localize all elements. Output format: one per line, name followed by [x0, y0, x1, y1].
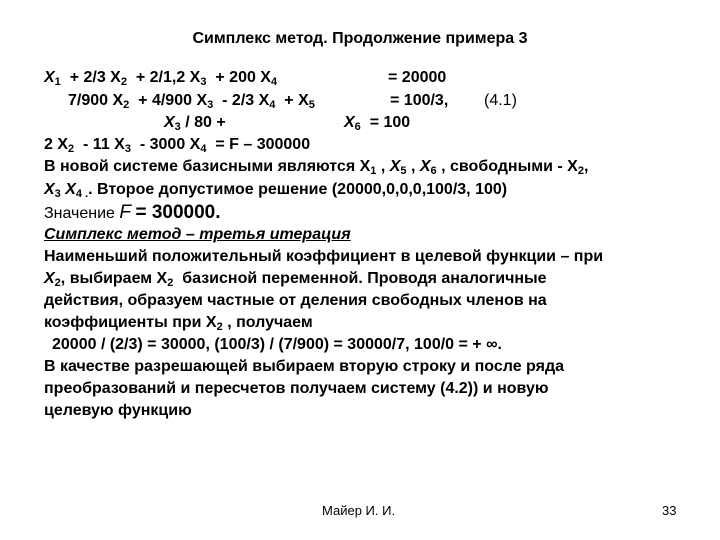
quotients-line: 20000 / (2/3) = 30000, (100/3) / (7/900) = 30000/7, 100/0 = + ∞. [52, 336, 502, 353]
footer-author: Майер И. И. [322, 503, 396, 518]
equation-2: 7/900 $X_2 + 4/900$ $X_3 - 2/3$ $X_4 + X_5$ [68, 92, 315, 111]
paragraph-line-1: Наименьший положительный коэффициент в целевой функции – при [44, 248, 604, 265]
paragraph-line-7: преобразований и пересчетов получаем систему (4.2)) и новую [44, 380, 549, 397]
equation-1: $X_1 + 2/3$ $X_2 + 2/1,2$ $X_3 + 200$ $X_4$ [44, 69, 278, 88]
paragraph-line-2: $X_2$, выбираем $X_2$ базисной переменной. Проводя аналогичные [44, 270, 547, 289]
paragraph-line-4: коэффициенты при $X_2$ , получаем [44, 314, 313, 333]
paragraph-line-8: целевую функцию [44, 402, 192, 419]
basis-text: В новой системе базисными являются $X_1$ , $X_5$ , $X_6$ , свободными - $X_2$, [44, 158, 589, 177]
equation-label: (4.1) [484, 92, 517, 109]
iteration-heading: Симплекс метод – третья итерация [44, 226, 351, 243]
f-value-text: Значение F = 300000. [44, 202, 221, 223]
objective-function: 2 $X_2 - 11$ $X_3 - 3000$ $X_4 = F - 300000$ [44, 136, 311, 155]
equation-2-rhs: = 100/3, [390, 92, 449, 109]
paragraph-line-3: действия, образуем частные от деления свободных членов на [44, 292, 547, 309]
second-solution-text: $X_3$ $X_{4 .}$. Второе допустимое решение (20000,0,0,0,100/3, 100) [44, 181, 508, 200]
footer-page-number: 33 [662, 503, 677, 518]
page-title: Симплекс метод. Продолжение примера 3 [192, 30, 528, 47]
equation-1-rhs: = 20000 [388, 69, 447, 86]
equation-3: $X_3 / 80$ + [164, 114, 226, 133]
paragraph-line-6: В качестве разрешающей выбираем вторую строку и после ряда [44, 358, 564, 375]
equation-3-rhs: $X_6 = 100$ [344, 114, 411, 133]
